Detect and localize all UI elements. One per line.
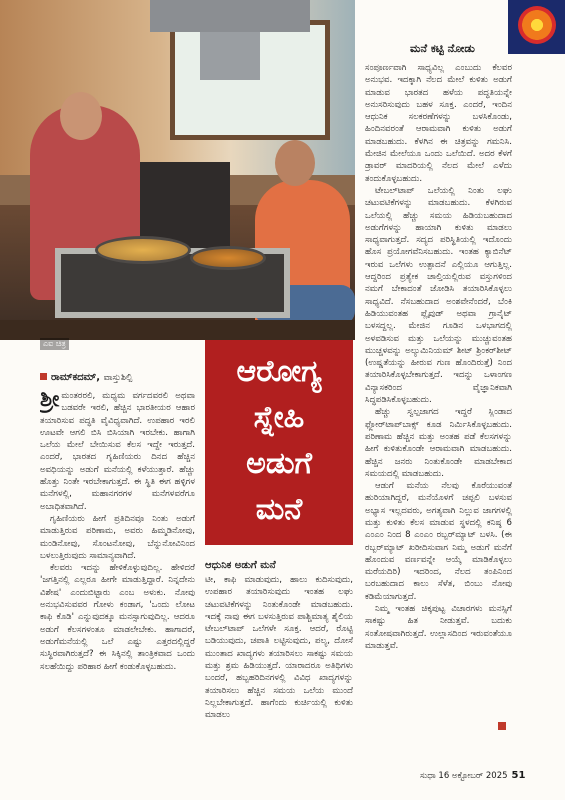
photo-chimney-hood (150, 0, 310, 32)
kitchen-photo (0, 0, 355, 340)
paragraph: ನಿಮ್ಮ ಇಂತಹ ಚಿಕ್ಕಪುಟ್ಟ ವಿಚಾರಗಳು ಮನಸ್ಸಿಗೆ ಸಾಕಷ್ಟು ಹಿತ ನೀಡುತ್ತವೆ. ಬದುಕು ಸಂತೋಷವಾಗಿರುತ್ತದೆ. ಉಲ್ಲಾಸದಿಂದ ಇರುವಂತೆಯೂ ಮಾಡುತ್ತವೆ. (365, 604, 512, 651)
paragraph: ಗೃಹಿಣಿಯರು ಹೀಗೆ ಪ್ರತಿದಿನವೂ ನಿಂತು ಅಡುಗೆ ಮಾಡುತ್ತಿರುವ ಪರಿಣಾಮ, ಅವರು ಹಿಮ್ಮಡಿನೋವು, ಮಂಡಿನೋವು, ಸೊಂಟನೋವು, ಬೆನ್ನುನೋವಿನಿಂದ ಬಳಲುತ್ತಿರುವುದು ಸಾಮಾನ್ಯವಾಗಿದೆ. (40, 513, 195, 561)
article-title (205, 340, 353, 545)
subheading: ಆಧುನಿಕ ಅಡುಗೆ ಮನೆ (205, 560, 276, 571)
column-3 (365, 62, 512, 720)
paragraph: ಸಂಪೂರ್ಣವಾಗಿ ಸಾಧ್ಯವಿಲ್ಲ ಎಂಬುದು ಕೆಲವರ ಅನುಭವ. ಇದಕ್ಕಾಗಿ ನೆಲದ ಮೇಲೆ ಕುಳಿತು ಅಡುಗೆ ಮಾಡುವ ಭಾರತದ ಹಳೆಯ ಪದ್ಧತಿಯನ್ನೇ ಅನುಸರಿಸುವುದು ಬಹಳ ಸೂಕ್ತ. ಎಂದರೆ, ಇಂದಿನ ಆಧುನಿಕ ಸಲಕರಣೆಗಳನ್ನು ಬಳಸಿಕೊಂಡು, ಹಿಂದಿನವರಂತೆ ಆರಾಮವಾಗಿ ಕುಳಿತು ಅಡುಗೆ ಮಾಡಬಹುದು. ಕೆಳಗಿನ ಈ ಚಿತ್ರವನ್ನು ಗಮನಿಸಿ. ಮೇಜಿನ ಮೇಲೆಯೂ ಒಂದು ಒಲೆಯಿದೆ. ಅದರ ಕೆಳಗೆ ಡ್ರಾವರ್ ಮಾದರಿಯಲ್ಲಿ ನೆಲದ ಮೇಲೆ ಎಳೆದು ತಂದುಕೊಳ್ಳಬಹುದು. (365, 63, 512, 184)
dropcap: ಶ್ರೀ (40, 390, 60, 412)
photo-pan-right (190, 246, 266, 270)
photo-pan-left (95, 236, 191, 264)
paragraph: ಮಂತರರಲಿ, ಮಧ್ಯಮ ವರ್ಗದವರಲಿ ಅಥವಾ ಬಡವರೇ ಇರಲಿ, ಹೆಚ್ಚಿನ ಭಾರತೀಯರ ಆಹಾರ ತಯಾರಿಸುವ ಪದ್ಧತಿ ವೈವಿಧ್ಯವಾಗಿದೆ. ಉಪಹಾರ ಇರಲಿ ಊಟವೇ ಆಗಲಿ ಬಿಸಿ ಬಿಸಿಯಾಗಿ ಇರಬೇಕು. ಹಾಗಾಗಿ ಒಲೆಯ ಮೇಲೆ ಬೇಯಿಸುವ ಕೆಲಸ ಇದ್ದೇ ಇರುತ್ತದೆ. ಎಂದರೆ, ಭಾರತದ ಗೃಹಿಣಿಯರು ದಿನದ ಹೆಚ್ಚಿನ ಅವಧಿಯನ್ನು ಅಡುಗೆ ಮನೆಯಲ್ಲಿ ಕಳೆಯುತ್ತಾರೆ. ಹೆಚ್ಚು ಹೊತ್ತು ನಿಂತೇ ಇರಬೇಕಾಗುತ್ತದೆ. ಈ ಸ್ಥಿತಿ ಈಗ ಹಳ್ಳಿಗಳ ಮನೆಗಳಲ್ಲಿ, ಮಹಾನಗರಗಳ ಮನೆಗಳವರೆಗೂ ಅಬಾಧಿತವಾಗಿದೆ. (40, 391, 195, 512)
author-name: ರಾಮ್‌ಕದಮ್, (51, 372, 101, 383)
byline-marker (40, 373, 47, 380)
photo-chimney-pipe (200, 32, 260, 80)
byline (40, 372, 132, 383)
photo-credit: ಎಐ ಚಿತ್ರ (40, 338, 69, 350)
paragraph: ಆಡುಗೆ ಮನೆಯ ನೆಲವು ಕೊರೆಯುವಂತೆ ಹುರಿಯಾಗಿದ್ದರೆ, ಮನೆಯೊಳಗೆ ಚಪ್ಪಲಿ ಬಳಸುವ ಅಭ್ಯಾಸ ಇಲ್ಲದವರು, ಅಗತ್ಯವಾಗಿ ನಿಲ್ಲುವ ಜಾಗಗಳಲ್ಲಿ ಮತ್ತು ಕುಳಿತು ಕೆಲಸ ಮಾಡುವ ಸ್ಥಳದಲ್ಲಿ ಕನಿಷ್ಠ 6 ಎಂಎಂ ನಿಂದ 8 ಎಂಎಂ ರಬ್ಬರ್‌ಮ್ಯಾಟ್ ಬಳಸಿ. (ಈ ರಬ್ಬರ್‌ಮ್ಯಾಟ್ ಖರೀದಿಸುವಾಗ ನಿಮ್ಮ ಅಡುಗೆ ಮನೆಗೆ ಹೊಂದುವ ವರ್ಣವನ್ನೇ ಆಯ್ಕೆ ಮಾಡಿಕೊಳ್ಳಲು ಮರೆಯದಿರಿ) ಇದರಿಂದ, ನೆಲದ ತಂಪಿನಿಂದ ಬರಬಹುದಾದ ಕಾಲು ಸೆಳೆತ, ಬಿಂಬು ನೋವು ಕಡಿಮೆಯಾಗುತ್ತದೆ. (365, 481, 512, 602)
photo-woman-right-head (275, 140, 315, 186)
column-1 (40, 390, 195, 785)
column-2 (205, 574, 353, 784)
title-line-2: ಸ್ನೇಹಿ (253, 400, 305, 435)
photo-floor (0, 320, 355, 340)
issue-info: ಸುಧಾ 16 ಅಕ್ಟೋಬರ್ 2025 (420, 771, 508, 781)
paragraph: ಹೆಚ್ಚು ಸ್ವಲ್ಪಜಾಗದ ಇದ್ದರೆ ಸ್ಲಿಂಡಾದ ಫ್ಲೋರ್‌ಟಾಪ್‌ಬಾಕ್ಸ್ ಕೂಡ ನಿರ್ಮಿಸಿಕೊಳ್ಳಬಹುದು. ಪರಿಣಾಮ ಹೆಚ್ಚಿನ ಮತ್ತು ಅಂತಹ ಪಡೆ ಕೆಲಸಗಳನ್ನು ಹೀಗೆ ಕುಳಿತುಕೊಂಡೇ ಆರಾಮವಾಗಿ ಮಾಡಬಹುದು. ಹೆಚ್ಚಿನ ಜನರು ನಿಂತುಕೊಂಡೇ ಮಾಡಬೇಕಾದ ಸಮಯದಲ್ಲಿ ಮಾಡಬಹುದು. (365, 407, 512, 479)
photo-woman-left-head (60, 92, 102, 140)
end-mark (498, 722, 506, 730)
section-label: ಮನೆ ಕಟ್ಟಿ ನೋಡು (410, 42, 475, 55)
paragraph: ಟೇಬಲ್‌ಟಾಪ್ ಒಲೆಯಲ್ಲಿ ನಿಂತು ಲಘು ಚಟುವಟಿಕೆಗಳನ್ನು ಮಾಡಬಹುದು. ಕೆಳಗಿರುವ ಒಲೆಯಲ್ಲಿ ಹೆಚ್ಚು ಸಮಯ ಹಿಡಿಯಬಹುದಾದ ಅಡುಗೆಗಳನ್ನು ಹಾಯಾಗಿ ಕುಳಿತು ಮಾಡಲು ಸಾಧ್ಯವಾಗುತ್ತದೆ. ಸದ್ಯದ ಪರಿಸ್ಥಿತಿಯಲ್ಲಿ ಇದೊಂದು ಹೊಸ ಪ್ರಯೋಗವೆನಿಸಬಹುದು. ಇಂತಹ ಕ್ಯಾಬಿನೆಟ್ ಇರುವ ಒಲೆಗಳು ಉತ್ಪಾದನೆ ಎಲ್ಲಿಯೂ ಆಗುತ್ತಿಲ್ಲ. ಆದ್ದರಿಂದ ಪ್ರತ್ಯೇಕ ಚಾಲ್ತಿಯಲ್ಲಿರುವ ವಸ್ತುಗಳಿಂದ ನಮಗೆ ಬೇಕಾದಂತೆ ಜೋಡಿಸಿ ತಯಾರಿಸಿಕೊಳ್ಳಲು ಸಾಧ್ಯವಿದೆ. ನೆಸಬಹುದಾದ ಅಂಶವೇನೆಂದರೆ, ಬೆಂಕಿ ಹಿಡಿಯುವಂತಹ ಪ್ಲೈವುಡ್ ಅಥವಾ ಗ್ರಾನೈಟ್ ಬಳಸದ್ದಲ್ಲ. ಮೇಜಿನ ಗೂಡಿನ ಒಳಭಾಗದಲ್ಲಿ ಅಳವಡಿಸುವ ಮತ್ತು ಒಲೆಯನ್ನು ಮುಚ್ಚುವಂತಹ ಮುಚ್ಚಳವನ್ನು ಅಲ್ಯುಮಿನಿಯಮ್ ಶೀಟ್ ಶ್ರಿಂಕರ್‌ಶೀಟ್ (ಉಷ್ಣತೆಯನ್ನು ಹೀರುವ ಗುಣ ಹೊಂದಿರುತ್ತೆ) ನಿಂದ ತಯಾರಿಸಿಕೊಳ್ಳಬೇಕಾಗುತ್ತದೆ. ಇದನ್ನು ಒಳಾಂಗಣ ವಿನ್ಯಾಸಕರಿಂದ ವೈಜ್ಞಾನಿಕವಾಗಿ ಸಿದ್ಧಪಡಿಸಿಕೊಳ್ಳಬಹುದು. (365, 185, 512, 406)
title-line-4: ಮನೆ (255, 492, 303, 527)
flower-icon (518, 6, 556, 44)
title-line-3: ಅಡುಗೆ (246, 446, 312, 481)
title-line-1: ಆರೋಗ್ಯ (236, 354, 322, 389)
author-role: ವಾಸ್ತುಶಿಲ್ಪಿ (103, 373, 133, 383)
page-footer (420, 770, 525, 781)
page-number: 51 (511, 770, 526, 781)
paragraph: ಟೀ, ಕಾಫಿ ಮಾಡುವುದು, ಹಾಲು ಕುದಿಸುವುದು, ಉಪಹಾರ ತಯಾರಿಸುವುದು ಇಂತಹ ಲಘು ಚಟುವಟಿಕೆಗಳನ್ನು ನಿಂತುಕೊಂಡೇ ಮಾಡಬಹುದು. ಇದಕ್ಕೆ ನಾವು ಈಗ ಬಳಸುತ್ತಿರುವ ಪಾಶ್ಚಿಮಾತ್ಯ ಶೈಲಿಯ ಟೇಬಲ್‌ಟಾಪ್ ಒಲೆಗಳೇ ಸೂಕ್ತ. ಆದರೆ, ರೊಟ್ಟಿ ಬಡಿಯುವುದು, ಚಪಾತಿ ಲಟ್ಟಿಸುವುದು, ಪಲ್ಯ, ದೋಸೆ ಮುಂತಾದ ಖಾದ್ಯಗಳು ತಯಾರಿಸಲು ಸಾಕಷ್ಟು ಸಮಯ ಮತ್ತು ಶ್ರಮ ಹಿಡಿಯುತ್ತದೆ. ಯಾರಾದರೂ ಅತಿಥಿಗಳು ಬಂದರೆ, ಹಬ್ಬಹರಿದಿನಗಳಲ್ಲಿ ವಿವಿಧ ಖಾದ್ಯಗಳನ್ನು ತಯಾರಿಸಲು ಹೆಚ್ಚಿನ ಸಮಯ ಒಲೆಯ ಮುಂದೆ ನಿಲ್ಲಬೇಕಾಗುತ್ತದೆ. ಹಾಗೆಂದು ಕುರ್ಚಿಯಲ್ಲಿ ಕುಳಿತು ಮಾಡಲು (205, 575, 353, 721)
paragraph: ಕೆಲವರು ಇದನ್ನು ಹೇಳಿಕೊಳ್ಳುವುದಿಲ್ಲ. ಹೇಳಿದರೆ 'ಜಗತ್ತಿನಲ್ಲಿ ಎಲ್ಲರೂ ಹೀಗೇ ಮಾಡುತ್ತಿದ್ದಾರೆ. ನಿನ್ನದೇನು ವಿಶೇಷ' ಎಂದುಬಿಟ್ಟಾರು ಎಂಬ ಅಳುಕು. ನೋವು ಅನುಭವಿಸುವವರ ಗೋಳು ಕಂಡಾಗ, 'ಒಂದು ಲೋಟ ಕಾಫಿ ಕೊಡಿ' ಎನ್ನುವುದಕ್ಕೂ ಮನಸ್ಸಾಗುವುದಿಲ್ಲ. ಆದರೂ ಅಡುಗೆ ಕೆಲಸಗಳಂತೂ ಮಾಡಲೇಬೇಕು. ಹಾಗಾದರೆ, ಅಡುಗೆಮನೆಯಲ್ಲಿ ಒಲೆ ಎಷ್ಟು ಎತ್ತರದಲ್ಲಿದ್ದರೆ ಸುಸ್ಥಿರವಾಗಿರುತ್ತದೆ? ಈ ಸಿಕ್ಕಿನಲ್ಲಿ ತಾಂತ್ರಿಕವಾದ ಒಂದು ಸಲಹೆಯಿದ್ದು ಪರಿಹಾರ ಹೀಗೆ ಕಂಡುಕೊಳ್ಳಬಹುದು. (40, 563, 195, 672)
section-logo (508, 0, 565, 54)
